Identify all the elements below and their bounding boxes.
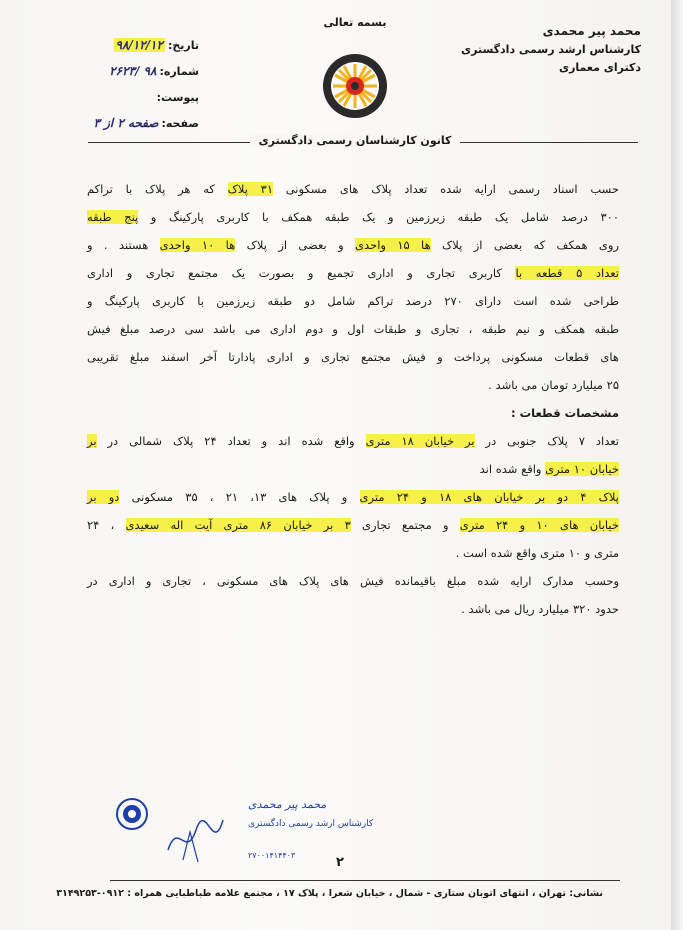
body-line (87, 343, 619, 371)
page-value: صفحه ۲ از ۳ (93, 116, 159, 130)
organization-title: کانون کارشناسان رسمی دادگستری (250, 134, 460, 147)
body-line (87, 427, 619, 455)
body-text: وحسب مدارک ارایه شده مبلغ باقیمانده فیش های پلاک های مسکونی ، تجاری و اداری در (87, 574, 619, 588)
body-text: حدود ۳۲۰ میلیارد ریال می باشد . (461, 602, 619, 616)
date-value: ۹۸/۱۲/۱۲ (115, 38, 163, 52)
page-row (84, 110, 199, 136)
expert-degree: دکترای معماری (559, 61, 641, 74)
highlighted-text: بر خیابان ۱۸ متری (365, 434, 475, 448)
footer-divider (110, 880, 620, 881)
body-line (87, 231, 619, 259)
signature-stamp (108, 790, 374, 870)
body-line (87, 371, 619, 399)
highlighted-text: ها ۱۵ واحدی (355, 238, 431, 252)
page-edge (671, 0, 683, 930)
body-line (87, 315, 619, 343)
letterhead-center (300, 10, 410, 121)
body-line (87, 595, 619, 623)
highlighted-text: بر (87, 434, 97, 448)
highlighted-text: ۳ بر خیابان ۸۶ متری آیت اله سعیدی (125, 518, 351, 532)
body-text: و پلاک های ۱۳، ۲۱ ، ۳۵ مسکونی (119, 490, 360, 504)
stamp-number: ۲۷۰۰۱۴۱۴۴۰۳ (248, 851, 296, 860)
body-line (87, 483, 619, 511)
body-text: های قطعات مسکونی پرداخت و فیش مجتمع تجاری و اداری پادارتا آخر اسفند مبلغ تقریبی (87, 350, 619, 364)
highlighted-text: خیابان های ۱۰ و ۲۴ متری (459, 518, 619, 532)
footer-address: نشانی: تهران ، انتهای اتوبان ستاری - شمال ، خیابان شعرا ، پلاک ۱۷ ، مجتمع علامه طباطبایی همراه : ۰۹۱۲-۳۱۴۹۲۵۳ (56, 888, 603, 899)
body-text: کاربری تجاری و اداری تجمیع و بصورت یک مجتمع تجاری و اداری (87, 266, 516, 280)
body-line (87, 175, 619, 203)
stamp-title: کارشناس ارشد رسمی دادگستری (248, 819, 374, 829)
body-line (87, 287, 619, 315)
body-text: ۳۰۰ درصد شامل یک طبقه زیرزمین و یک طبقه همکف با کاربری پارکینگ و (138, 210, 619, 224)
body-line (87, 259, 619, 287)
body-line (87, 511, 619, 539)
letter-body (87, 175, 619, 623)
body-line (87, 203, 619, 231)
number-row (84, 58, 199, 84)
bismillah-text: بسمه تعالی (323, 16, 387, 29)
body-text: ، ۲۴ (87, 518, 126, 532)
body-text: طراحی شده است دارای ۲۷۰ درصد تراکم شامل دو طبقه زیرزمین با کاربری پارکینگ و (87, 294, 620, 308)
highlighted-text: ۳۱ پلاک (227, 182, 273, 196)
body-text: و بعضی از پلاک (235, 238, 356, 252)
body-text: حسب اسناد رسمی ارایه شده تعداد پلاک های مسکونی (273, 182, 619, 196)
page-label: صفحه: (161, 116, 199, 130)
date-row (84, 32, 199, 58)
expert-association-logo-icon (320, 51, 390, 121)
attachment-label: پیوست: (156, 90, 199, 104)
body-text: روی همکف که بعضی از پلاک (430, 238, 619, 252)
page-number: ۲ (336, 855, 344, 870)
body-line (87, 567, 619, 595)
highlighted-text: تعداد ۵ قطعه با (515, 266, 619, 280)
date-label: تاریخ: (167, 38, 199, 52)
expert-info (411, 24, 641, 74)
body-text: که هر پلاک با تراکم (87, 182, 228, 196)
expert-title: کارشناس ارشد رسمی دادگستری (461, 43, 641, 56)
body-line (87, 455, 619, 483)
attachment-row (84, 84, 199, 110)
body-text: و مجتمع تجاری (350, 518, 460, 532)
expert-name: محمد پیر محمدی (542, 24, 641, 38)
signature-name: محمد پیر محمدی (248, 798, 327, 811)
body-text: هستند . و (87, 238, 160, 252)
body-text: طبقه همکف و نیم طبقه ، تجاری و طبقات اول و دوم اداری می باشد سی درصد مبلغ فیش (87, 322, 619, 336)
body-line (87, 399, 619, 427)
body-text: واقع شده اند و تعداد ۲۴ پلاک شمالی در (96, 434, 366, 448)
body-text: تعداد ۷ پلاک جنوبی در (474, 434, 619, 448)
highlighted-text: ها ۱۰ واحدی (159, 238, 236, 252)
body-text: ۲۵ میلیارد تومان می باشد . (488, 378, 619, 392)
body-text: مشخصات قطعات : (510, 406, 619, 420)
highlighted-text: پلاک ۴ دو بر خیابان های ۱۸ و ۲۴ متری (359, 490, 619, 504)
body-text: واقع شده اند (479, 462, 546, 476)
highlighted-text: دو بر (87, 490, 120, 504)
highlighted-text: پنج طبقه (87, 210, 139, 224)
letter-meta (84, 32, 199, 136)
number-label: شماره: (159, 64, 199, 78)
body-text: متری و ۱۰ متری واقع شده است . (455, 546, 619, 560)
body-line (87, 539, 619, 567)
highlighted-text: خیابان ۱۰ متری (545, 462, 619, 476)
number-value: ۲۶۲۳/ ۹۸ (109, 64, 157, 78)
